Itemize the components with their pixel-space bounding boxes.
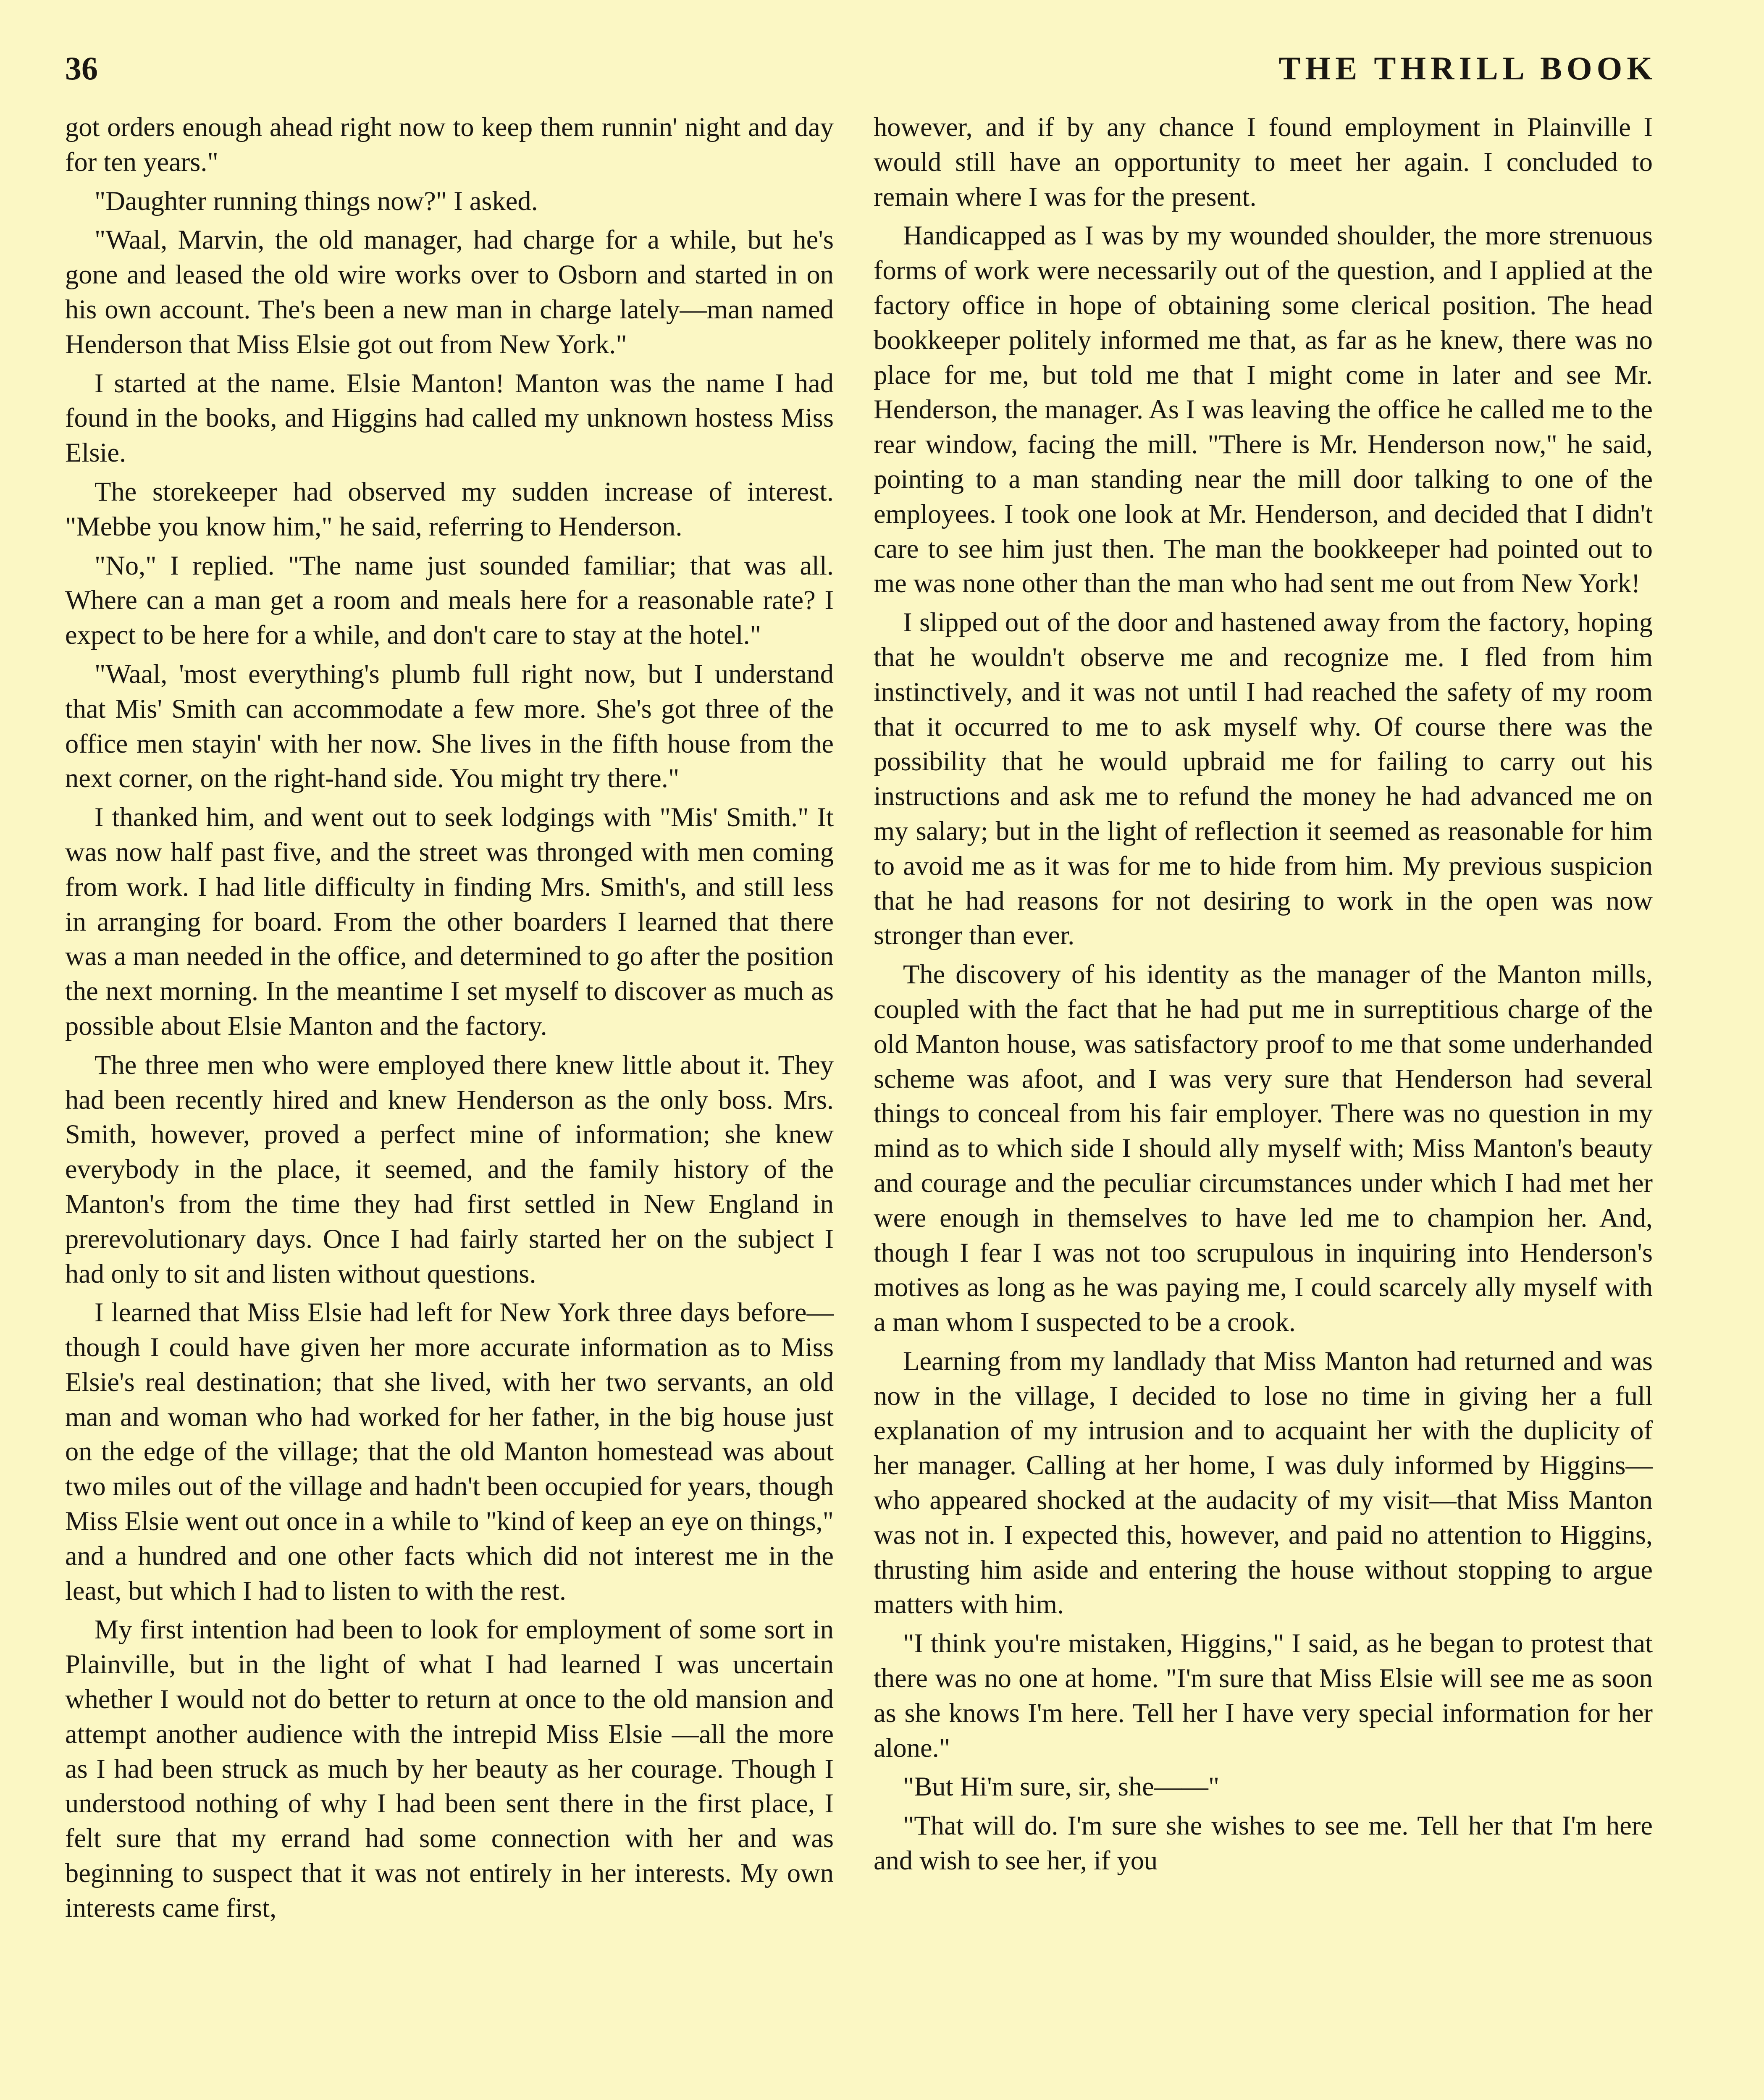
paragraph: Handicapped as I was by my wounded shoulder, the more strenuous forms of work were necessarily out of the question, and I applied at the factory office in hope of obtaining some clerical position. The head bookkeeper politely informed me that, as far as he knew, there was no place for me, but told me that I might come in later and see Mr. Henderson, the manager. As I was leaving the office he called me to the rear window, facing the mill. "There is Mr. Henderson now," he said, pointing to a man standing near the mill door talking to one of the employees. I took one look at Mr. Henderson, and decided that I didn't care to see him just then. The man the bookkeeper had pointed out to me was none other than the man who had sent me out from New York!: [874, 220, 1653, 598]
paragraph: I slipped out of the door and hastened away from the factory, hoping that he wouldn't observe me and recognize me. I fled from him instinctively, and it was not until I had reached the safety of my room that it occurred to me to ask myself why. Of course there was the possibility that he would upbraid me for failing to carry out his instructions and ask me to refund the money he had advanced me on my salary; but in the light of reflection it seemed as reasonable for him to avoid me as it was for me to hide from him. My previous suspicion that he had reasons for not desiring to work in the open was now stronger than ever.: [874, 607, 1653, 950]
paragraph: "I think you're mistaken, Higgins," I said, as he began to protest that there was no one at home. "I'm sure that Miss Elsie will see me as soon as she knows I'm here. Tell her I have very special information for her alone.": [874, 1628, 1653, 1763]
magazine-title: THE THRILL BOOK: [1278, 50, 1657, 87]
right-text-column: [874, 110, 1653, 1878]
left-text-column: [65, 110, 834, 1926]
paragraph: Learning from my landlady that Miss Manton had returned and was now in the village, I decided to lose no time in giving her a full explanation of my intrusion and to acquaint her with the duplicity of her manager. Calling at her home, I was duly informed by Higgins—who appeared shocked at the audacity of my visit—that Miss Manton was not in. I expected this, however, and paid no attention to Higgins, thrusting him aside and entering the house without stopping to argue matters with him.: [874, 1346, 1653, 1620]
paragraph: "Waal, Marvin, the old manager, had charge for a while, but he's gone and leased the old wire works over to Osborn and started in on his own account. The's been a new man in charge lately—man named Henderson that Miss Elsie got out from New York.": [65, 225, 834, 359]
page-number: 36: [65, 50, 98, 87]
paragraph: "No," I replied. "The name just sounded familiar; that was all. Where can a man get a room and meals here for a reasonable rate? I expect to be here for a while, and don't care to stay at the hotel.": [65, 550, 834, 650]
page-header: [65, 39, 1657, 85]
paragraph: The discovery of his identity as the manager of the Manton mills, coupled with the fact that he had put me in surreptitious charge of the old Manton house, was satisfactory proof to me that some underhanded scheme was afoot, and I was very sure that Henderson had several things to conceal from his fair employer. There was no question in my mind as to which side I should ally myself with; Miss Manton's beauty and courage and the peculiar circumstances under which I had met her were enough in themselves to have led me to champion her. And, though I fear I was not too scrupulous in inquiring into Henderson's motives as long as he was paying me, I could scarcely ally myself with a man whom I suspected to be a crook.: [874, 959, 1653, 1337]
paragraph: I learned that Miss Elsie had left for New York three days before—though I could have given her more accurate information as to Miss Elsie's real destination; that she lived, with her two servants, an old man and woman who had worked for her father, in the big house just on the edge of the village; that the old Manton homestead was about two miles out of the village and hadn't been occupied for years, though Miss Elsie went out once in a while to "kind of keep an eye on things," and a hundred and one other facts which did not interest me in the least, but which I had to listen to with the rest.: [65, 1297, 834, 1606]
paragraph: got orders enough ahead right now to keep them runnin' night and day for ten years.": [65, 112, 834, 177]
paragraph: My first intention had been to look for employment of some sort in Plainville, but in the light of what I had learned I was uncertain whether I would not do better to return at once to the old mansion and attempt another audience with the intrepid Miss Elsie —all the more as I had been struck as much by her beauty as her courage. Though I understood nothing of why I had been sent there in the first place, I felt sure that my errand had some connection with her and was beginning to suspect that it was not entirely in her interests. My own interests came first,: [65, 1614, 834, 1923]
paragraph: "That will do. I'm sure she wishes to see me. Tell her that I'm here and wish to see her, if you: [874, 1811, 1653, 1876]
paragraph: "Daughter running things now?" I asked.: [94, 186, 538, 216]
paragraph: The storekeeper had observed my sudden increase of interest. "Mebbe you know him," he said, referring to Henderson.: [65, 476, 834, 541]
paragraph: The three men who were employed there knew little about it. They had been recently hired and knew Henderson as the only boss. Mrs. Smith, however, proved a perfect mine of information; she knew everybody in the place, it seemed, and the family history of the Manton's from the time they had first settled in New England in prerevolutionary days. Once I had fairly started her on the subject I had only to sit and listen without questions.: [65, 1050, 834, 1289]
paragraph: however, and if by any chance I found employment in Plainville I would still have an opportunity to meet her again. I concluded to remain where I was for the present.: [874, 112, 1653, 212]
paragraph: I thanked him, and went out to seek lodgings with "Mis' Smith." It was now half past five, and the street was thronged with men coming from work. I had litle difficulty in finding Mrs. Smith's, and still less in arranging for board. From the other boarders I learned that there was a man needed in the office, and determined to go after the position the next morning. In the meantime I set myself to discover as much as possible about Elsie Manton and the factory.: [65, 802, 834, 1041]
paragraph: "Waal, 'most everything's plumb full right now, but I understand that Mis' Smith can accommodate a few more. She's got three of the office men stayin' with her now. She lives in the fifth house from the next corner, on the right-hand side. You might try there.": [65, 659, 834, 793]
paragraph: "But Hi'm sure, sir, she——": [903, 1772, 1220, 1802]
paragraph: I started at the name. Elsie Manton! Manton was the name I had found in the books, and Higgins had called my unknown hostess Miss Elsie.: [65, 368, 834, 468]
